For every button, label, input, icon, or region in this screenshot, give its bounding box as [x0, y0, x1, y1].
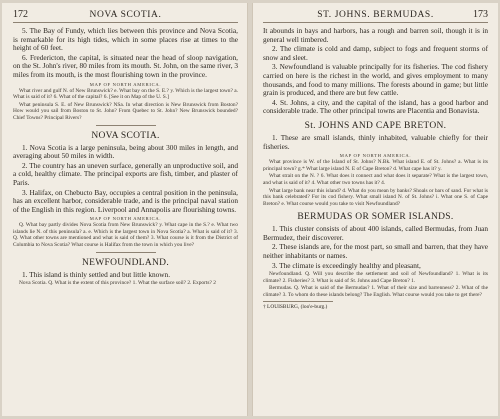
right-running-head: ST. JOHNS. BERMUDAS.: [317, 10, 434, 20]
paragraph-nova-scotia-2: 2. The country has an uneven surface, generally an unproductive soil, and a cold, healthy climate. The principal exports are fish, timber, and plaster of Paris.: [13, 160, 238, 187]
questions-nova-scotia: Q. What bay partly divides Nova Scotia from New Brunswick? y. What cape in the S.? e. What two islands lie N. of this peninsula? a. e. Which is the largest town in Nova Scotia? a. What is said of it? 3. Q. What other towns are mentioned and what is said of them? 3. What course is it from the District of Columbia to Nova Scotia? What course is Halifax from the town in which you live?: [13, 222, 238, 249]
paragraph-bermudas-1: 1. This cluster consists of about 400 islands, called Bermudas, from Juan Bermudez, their discoverer.: [263, 224, 488, 242]
paragraph-nova-scotia-3: 3. Halifax, on Chebucto Bay, occupies a central position in the peninsula, has an excellent harbor, considerable trade, and is the principal naval station of the English in this region. Liverpool and Annapolis are flourishing towns.: [13, 187, 238, 214]
paragraph-bermudas-3: 3. The climate is exceedingly healthy and pleasant,: [272, 260, 421, 270]
right-page-number: 173: [472, 9, 488, 20]
questions-nova-scotia-review: Nova Scotia. Q. What is the extent of this province? 1. What the surface soil? 2. Exports? 2: [19, 280, 216, 287]
paragraph-newfoundland-1: 1. This island is thinly settled and but little known.: [22, 269, 171, 279]
paragraph-newfoundland-4: 4. St. Johns, a city, and the capital of the island, has a good harbor and considerable trade. The other principal towns are Placentia and Bonavista.: [263, 97, 488, 116]
questions-newfoundland-review: Newfoundland. Q. Will you describe the settlement and soil of Newfoundland? 1. What is its climate? 2. Fisheries? 3. What is said of St. Johns and Cape Breton? 1.: [263, 271, 488, 284]
map-reference-label: MAP OF NORTH AMERICA.: [339, 153, 412, 159]
left-running-head: NOVA SCOTIA.: [89, 10, 162, 20]
section-divider: [96, 252, 156, 253]
paragraph-st-johns-1: 1. These are small islands, thinly inhabited, valuable chiefly for their fisheries.: [263, 132, 488, 151]
questions-new-brunswick-2: What peninsula S. E. of New Brunswick? NSa. In what direction is New Brunswick from Boston? How would you sail from Boston to St. John? From Quebec to St. John? New Brunswick bounded? Chief Towns? Principal Rivers?: [13, 101, 238, 121]
section-title-nova-scotia: NOVA SCOTIA.: [91, 130, 160, 141]
questions-bermudas-review: Bermudas. Q. What is said of the Bermudas? 1. What of their size and barrenness? 2. What of the climate? 3. To whom do these islands belong? The English. What course would you take to get there?: [263, 285, 488, 299]
map-reference-label: MAP OF NORTH AMERICA.: [89, 81, 162, 87]
left-page-header: [13, 9, 238, 23]
paragraph-newfoundland-continued: It abounds in bays and harbors, has a rough and barren soil, though it is in general well timbered.: [263, 26, 488, 44]
questions-new-brunswick-1: What river and gulf N. of New Brunswick? e. What bay on the S. E.? y. Which is the largest town? a. What is said of it? 6. What of the capital? 6. [See it on Map of the U. S.]: [13, 87, 238, 101]
section-title-bermudas: BERMUDAS OR SOMER ISLANDS.: [297, 212, 454, 223]
left-page: [2, 3, 248, 416]
map-reference-label: MAP OF NORTH AMERICA.: [89, 216, 162, 222]
right-page-header: [263, 9, 488, 23]
questions-st-johns-1: What province is W. of the Island of St. Johns? N.Bk. What island E. of St. Johns? a. What is its principal town? g.* What large island N. E of Cape Breton? d. What cape has it? y.: [263, 159, 488, 172]
questions-st-johns-2: What strait on the N. ? 6. What does it connect and what does it separate? What is the largest town, and what is said of it? 4. What other two towns has it? 4.: [263, 173, 488, 186]
section-title-st-johns: St. JOHNS AND CAPE BRETON.: [304, 120, 447, 131]
left-page-number: 172: [13, 9, 28, 20]
section-divider: [96, 125, 156, 126]
paragraph-bay-of-fundy: 5. The Bay of Fundy, which lies between this province and Nova Scotia, is remarkable for its high tides, which in some places rise at times to the height of 60 feet.: [13, 26, 238, 53]
paragraph-bermudas-2: 2. These islands are, for the most part, so small and barren, that they have neither inhabitants or names.: [263, 242, 488, 261]
paragraph-newfoundland-2: 2. The climate is cold and damp, subject to fogs and frequent storms of snow and sleet.: [263, 44, 488, 62]
questions-st-johns-3: What large bank near this island? d. What do you mean by banks? Shoals or bars of sand. For what is this bank celebrated? For its cod fishery. What small island N. of St. Johns? i. What one S. of Cape Breton? e. What course would you take to visit Newfoundland?: [263, 187, 488, 207]
right-page: [252, 3, 498, 416]
paragraph-fredericton: 6. Fredericton, the capital, is situated near the head of sloop navigation, on the St. John's river, 80 miles from its mouth. St. John, on the same river, 3 miles from its mouth, is the most flourishing town in the province.: [13, 52, 238, 79]
section-title-newfoundland: NEWFOUNDLAND.: [81, 257, 169, 268]
paragraph-nova-scotia-1: 1. Nova Scotia is a large peninsula, being about 300 miles in length, and averaging about 50 miles in width.: [13, 142, 238, 161]
paragraph-newfoundland-3: 3. Newfoundland is valuable principally for its fisheries. The cod fishery carried on here is the richest in the world, and gives employment to many thousands, and food to many millions. The forests abound in game; but little grain is produced, and there are but few cattle.: [263, 62, 488, 98]
footnote: † LOUISBURG, (loo'e-burg.): [263, 301, 333, 311]
